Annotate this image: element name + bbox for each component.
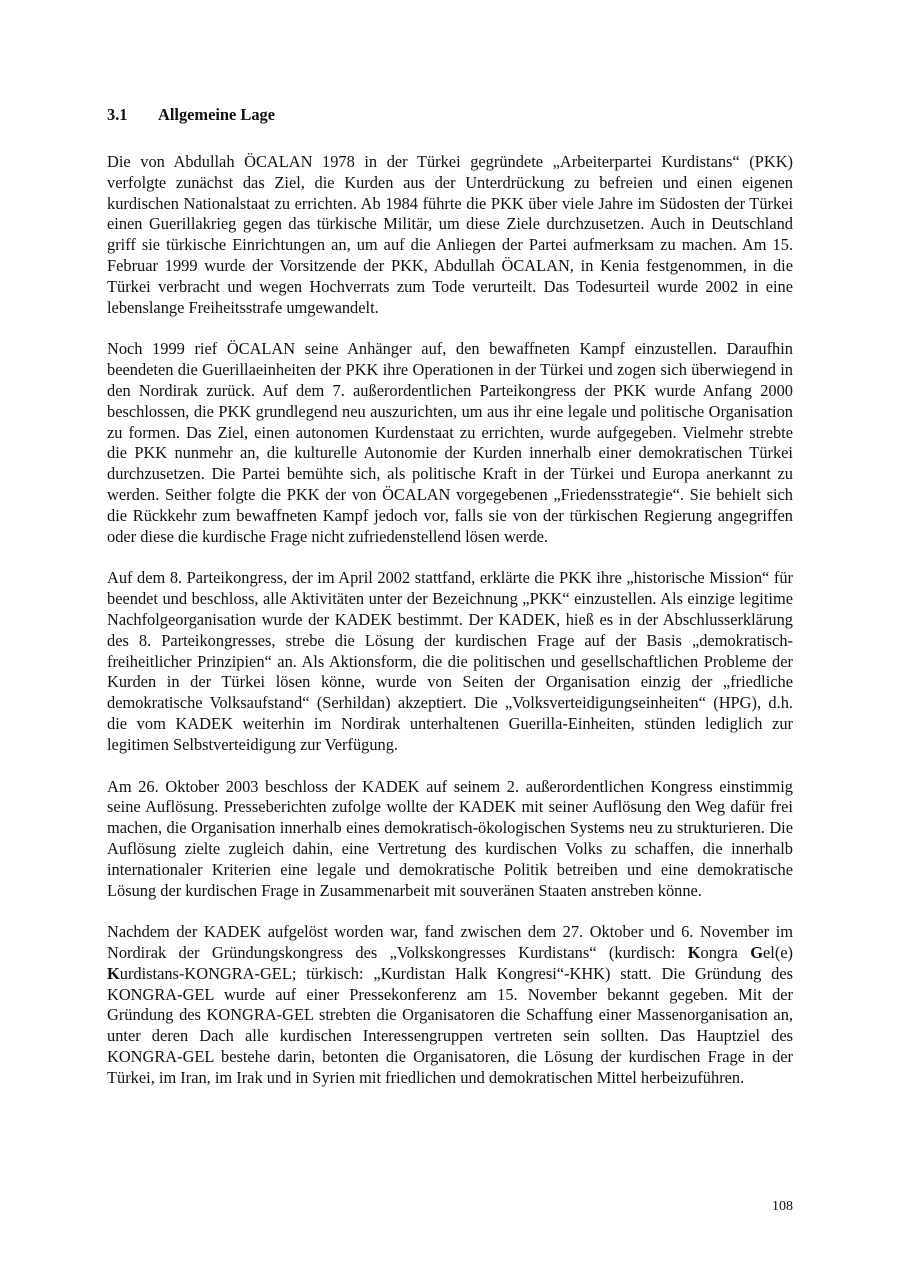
acronym-letter-k: K (687, 943, 701, 963)
paragraph-pkk-history: Die von Abdullah ÖCALAN 1978 in der Türkei gegründete „Arbeiterpartei Kurdistans“ (PKK) verfolgte zunächst das Ziel, die Kurden aus der Unterdrückung zu befreien und einen eigenen kurdischen Nationalstaat zu errichten. Ab 1984 führte die PKK über viele Jahre im Südosten der Türkei einen Guerillakrieg gegen das türkische Militär, um diese Ziele durchzusetzen. Auch in Deutschland griff sie türkische Einrichtungen an, um auf die Anliegen der Partei aufmerksam zu machen. Am 15. Februar 1999 wurde der Vorsitzende der PKK, Abdullah ÖCALAN, in Kenia festgenommen, in die Türkei verbracht und wegen Hochverrats zum Tode verurteilt. Das Todesurteil wurde 2002 in eine lebenslange Freiheitsstrafe umgewandelt. (107, 152, 793, 317)
paragraph-ceasefire: Noch 1999 rief ÖCALAN seine Anhänger auf, den bewaffneten Kampf einzustellen. Daraufhin beendeten die Guerillaeinheiten der PKK ihre Operationen in der Türkei und zogen sich überwiegend in den Nordirak zurück. Auf dem 7. außerordentlichen Parteikongress der PKK wurde Anfang 2000 beschlossen, die PKK grundlegend neu auszurichten, um aus ihr eine legale und politische Organisation zu formen. Das Ziel, einen autonomen Kurdenstaat zu errichten, wurde aufgegeben. Vielmehr strebte die PKK nunmehr an, die kulturelle Autonomie der Kurden innerhalb einer demokratischen Türkei durchzusetzen. Die Partei bemühte sich, als politische Kraft in der Türkei und Europa anerkannt zu werden. Seither folgte die PKK der von ÖCALAN vorgegebenen „Friedensstrategie“. Sie behielt sich die Rückkehr zum bewaffneten Kampf jedoch vor, falls sie von der türkischen Regierung angegriffen oder diese die kurdische Frage nicht zufriedenstellend lösen werde. (107, 339, 793, 546)
page-number: 108 (772, 1199, 793, 1214)
kongra-gel-intro: Nachdem der KADEK aufgelöst worden war, fand zwischen dem 27. Oktober und 6. November im Nordirak der Gründungskongress des „Volkskongresses Kurdistans“ (kurdisch: (107, 922, 793, 963)
kongra-gel-text-2: el(e) (762, 943, 794, 963)
acronym-letter-g: G (750, 943, 763, 963)
kongra-gel-rest: urdistans-KONGRA-GEL; türkisch: „Kurdistan Halk Kongresi“-KHK) statt. Die Gründung des KONGRA-GEL wurde auf einer Pressekonferenz am 15. November bekannt gegeben. Mit der Gründung des KONGRA-GEL strebten die Organisatoren die Schaffung einer Massenorganisation an, unter deren Dach alle kurdischen Interessengruppen vertreten sein sollten. Das Hauptziel des KONGRA-GEL bestehe darin, betonten die Organisatoren, die Lösung der kurdischen Frage in der Türkei, im Iran, im Irak und in Syrien mit friedlichen und demokratischen Mittel herbeizuführen. (107, 963, 793, 1087)
paragraph-kadek-dissolution: Am 26. Oktober 2003 beschloss der KADEK auf seinem 2. außerordentlichen Kongress einstimmig seine Auflösung. Presseberichten zufolge wollte der KADEK mit seiner Auflösung den Weg dafür frei machen, die Organisation innerhalb eines demokratisch-ökologischen Systems neu zu strukturieren. Die Auflösung zielte zugleich dahin, eine Vertretung des kurdischen Volks zu schaffen, die innerhalb internationaler Kriterien eine legale und demokratische Politik betreiben und eine demokratische Lösung der kurdischen Frage in Zusammenarbeit mit souveränen Staaten anstreben könne. (107, 776, 793, 900)
acronym-letter-k2: K (107, 963, 120, 983)
section-heading (107, 104, 793, 126)
paragraph-kongra-gel (107, 922, 793, 1088)
paragraph-kadek: Auf dem 8. Parteikongress, der im April 2002 stattfand, erklärte die PKK ihre „historische Mission“ für beendet und beschloss, alle Aktivitäten unter der Bezeichnung „PKK“ einzustellen. Als einzige legitime Nachfolgeorganisation wurde der KADEK bestimmt. Der KADEK, hieß es in der Abschlusserklärung des 8. Parteikongresses, strebe die Lösung der kurdischen Frage auf der Basis „demokratisch-freiheitlicher Prinzipien“ an. Als Aktionsform, die die politischen und gesellschaftlichen Probleme der Kurden in der Türkei lösen könne, wurde von Seiten der Organisation einzig der „friedliche demokratische Volksaufstand“ (Serhildan) akzeptiert. Die „Volksverteidigungseinheiten“ (HPG), d.h. die vom KADEK weiterhin im Nordirak unterhaltenen Guerilla-Einheiten, stünden lediglich zur legitimen Selbstverteidigung zur Verfügung. (107, 568, 793, 754)
document-page (107, 104, 793, 1110)
section-number: 3.1 (107, 105, 128, 124)
kongra-gel-text-1: ongra (700, 943, 751, 963)
section-title: Allgemeine Lage (158, 105, 275, 124)
